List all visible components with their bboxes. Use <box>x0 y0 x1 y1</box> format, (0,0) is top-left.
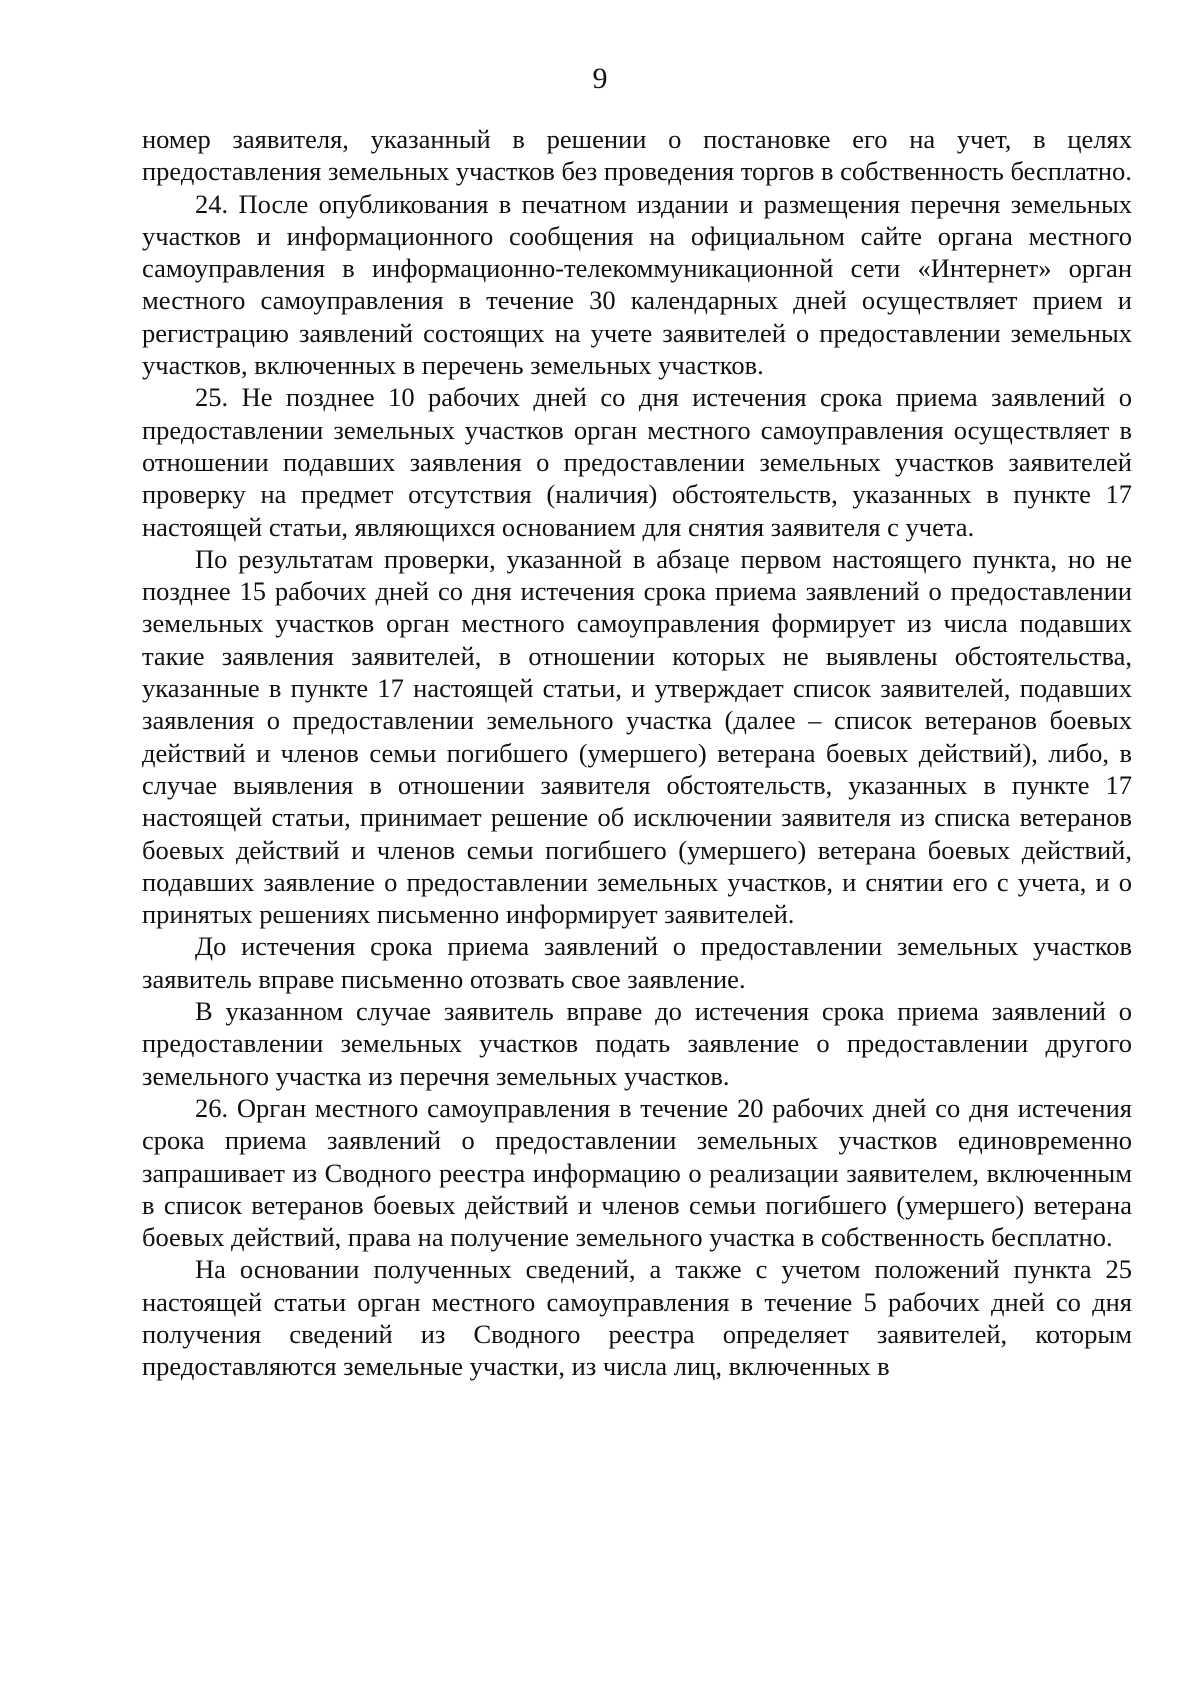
paragraph-item-24: 24. После опубликования в печатном издании и размещения перечня земельных участков и информационного сообщения на официальном сайте органа местного самоуправления в информационно-телекоммуникационной сети «Интернет» орган местного самоуправления в течение 30 календарных дней осуществляет прием и регистрацию заявлений состоящих на учете заявителей о предоставлении земельных участков, включенных в перечень земельных участков. <box>142 188 1132 381</box>
paragraph-continuation: номер заявителя, указанный в решении о постановке его на учет, в целях предоставления земельных участков без проведения торгов в собственность бесплатно. <box>142 124 1132 187</box>
paragraph-item-25-verification-results: По результатам проверки, указанной в абзаце первом настоящего пункта, но не позднее 15 рабочих дней со дня истечения срока приема заявлений о предоставлении земельных участков орган местного самоуправления формирует из числа подавших такие заявления заявителей, в отношении которых не выявлены обстоятельства, указанные в пункте 17 настоящей статьи, и утверждает список заявителей, подавших заявления о предоставлении земельного участка (далее – список ветеранов боевых действий и членов семьи погибшего (умершего) ветерана боевых действий), либо, в случае выявления в отношении заявителя обстоятельств, указанных в пункте 17 настоящей статьи, принимает решение об исключении заявителя из списка ветеранов боевых действий и членов семьи погибшего (умершего) ветерана боевых действий, подавших заявление о предоставлении земельных участков, и снятии его с учета, и о принятых решениях письменно информирует заявителей. <box>142 543 1132 930</box>
paragraph-item-26-determination: На основании полученных сведений, а также с учетом положений пункта 25 настоящей статьи орган местного самоуправления в течение 5 рабочих дней со дня получения сведений из Сводного реестра определяет заявителей, которым предоставляются земельные участки, из числа лиц, включенных в <box>142 1254 1132 1382</box>
paragraph-item-25: 25. Не позднее 10 рабочих дней со дня истечения срока приема заявлений о предоставлении земельных участков орган местного самоуправления осуществляет в отношении подавших заявления о предоставлении земельных участков заявителей проверку на предмет отсутствия (наличия) обстоятельств, указанных в пункте 17 настоящей статьи, являющихся основанием для снятия заявителя с учета. <box>142 382 1132 542</box>
page-number: 9 <box>592 62 608 95</box>
paragraph-item-26: 26. Орган местного самоуправления в течение 20 рабочих дней со дня истечения срока приема заявлений о предоставлении земельных участков единовременно запрашивает из Сводного реестра информацию о реализации заявителем, включенным в список ветеранов боевых действий и членов семьи погибшего (умершего) ветерана боевых действий, права на получение земельного участка в собственность бесплатно. <box>142 1092 1132 1253</box>
paragraph-item-25-withdrawal: До истечения срока приема заявлений о предоставлении земельных участков заявитель вправе письменно отозвать свое заявление. <box>142 931 1132 994</box>
paragraph-item-25-new-application: В указанном случае заявитель вправе до истечения срока приема заявлений о предоставлении земельных участков подать заявление о предоставлении другого земельного участка из перечня земельных участков. <box>142 996 1132 1091</box>
document-body <box>142 123 1132 1383</box>
